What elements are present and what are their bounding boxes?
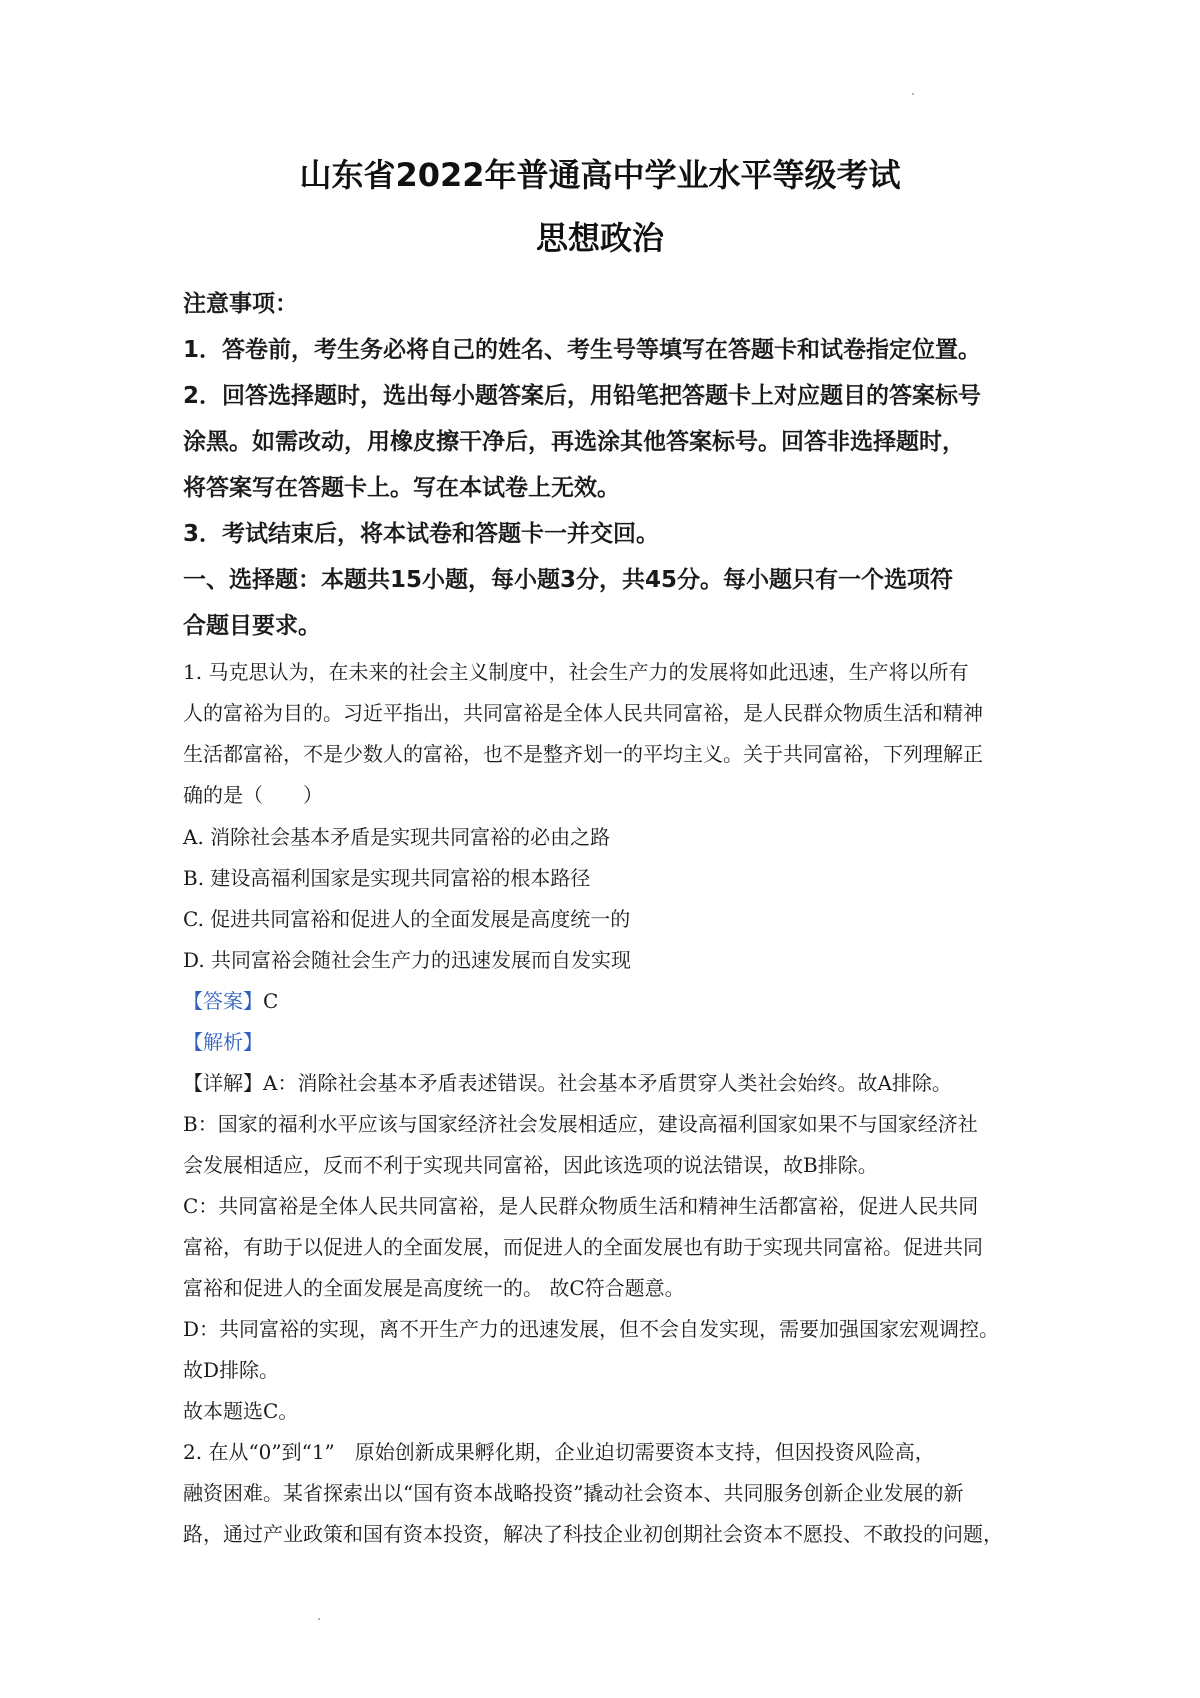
option-c: C. 促进共同富裕和促进人的全面发展是高度统一的 [183, 907, 631, 931]
detail-text: A：消除社会基本矛盾表述错误。社会基本矛盾贯穿人类社会始终。故A排除。 [263, 1071, 952, 1095]
detail-line: D：共同富裕的实现，离不开生产力的迅速发展，但不会自发实现，需要加强国家宏观调控。 [183, 1317, 1000, 1341]
notice-line: 将答案写在答题卡上。写在本试卷上无效。 [183, 475, 620, 501]
answer-line [183, 985, 278, 1014]
section-heading: 合题目要求。 [183, 613, 321, 639]
detail-line: 故D排除。 [183, 1358, 280, 1382]
exam-title: 山东省2022年普通高中学业水平等级考试 [299, 156, 901, 194]
scan-speck [912, 93, 914, 95]
notice-heading: 注意事项： [183, 291, 298, 317]
question-1-text: 确的是（ ） [183, 783, 323, 807]
option-a: A. 消除社会基本矛盾是实现共同富裕的必由之路 [183, 825, 611, 849]
answer-tag: 【答案】 [183, 989, 263, 1013]
option-b: B. 建设高福利国家是实现共同富裕的根本路径 [183, 866, 591, 890]
detail-line: 会发展相适应，反而不利于实现共同富裕，因此该选项的说法错误，故B排除。 [183, 1153, 878, 1177]
option-d: D. 共同富裕会随社会生产力的迅速发展而自发实现 [183, 948, 632, 972]
question-1-text: 人的富裕为目的。习近平指出，共同富裕是全体人民共同富裕，是人民群众物质生活和精神 [183, 701, 983, 725]
analysis-tag: 【解析】 [183, 1030, 263, 1054]
question-1-text: 1. 马克思认为，在未来的社会主义制度中，社会生产力的发展将如此迅速，生产将以所有 [183, 660, 969, 684]
detail-tag: 【详解】 [183, 1071, 263, 1095]
notice-line: 涂黑。如需改动，用橡皮擦干净后，再选涂其他答案标号。回答非选择题时， [183, 429, 965, 455]
scan-speck [318, 1618, 320, 1620]
question-2-text: 2. 在从“0”到“1” 原始创新成果孵化期，企业迫切需要资本支持，但因投资风险高， [183, 1440, 935, 1464]
detail-line: 富裕，有助于以促进人的全面发展，而促进人的全面发展也有助于实现共同富裕。促进共同 [183, 1235, 983, 1259]
detail-line: 故本题选C。 [183, 1399, 299, 1423]
detail-line: B：国家的福利水平应该与国家经济社会发展相适应，建设高福利国家如果不与国家经济社 [183, 1112, 978, 1136]
detail-line: C：共同富裕是全体人民共同富裕，是人民群众物质生活和精神生活都富裕，促进人民共同 [183, 1194, 979, 1218]
notice-line: 2．回答选择题时，选出每小题答案后，用铅笔把答题卡上对应题目的答案标号 [183, 383, 982, 409]
detail-line [183, 1067, 952, 1096]
question-2-text: 路，通过产业政策和国有资本投资，解决了科技企业初创期社会资本不愿投、不敢投的问题， [183, 1522, 1003, 1546]
answer-value: C [263, 989, 279, 1013]
notice-line: 3．考试结束后，将本试卷和答题卡一并交回。 [183, 521, 660, 547]
notice-line: 1．答卷前，考生务必将自己的姓名、考生号等填写在答题卡和试卷指定位置。 [183, 337, 982, 363]
question-1-text: 生活都富裕，不是少数人的富裕，也不是整齐划一的平均主义。关于共同富裕，下列理解正 [183, 742, 983, 766]
detail-line: 富裕和促进人的全面发展是高度统一的。 故C符合题意。 [183, 1276, 685, 1300]
question-2-text: 融资困难。某省探索出以“国有资本战略投资”撬动社会资本、共同服务创新企业发展的新 [183, 1481, 964, 1505]
subject-title: 思想政治 [535, 219, 664, 257]
section-heading: 一、选择题：本题共15小题，每小题3分，共45分。每小题只有一个选项符 [183, 567, 954, 593]
